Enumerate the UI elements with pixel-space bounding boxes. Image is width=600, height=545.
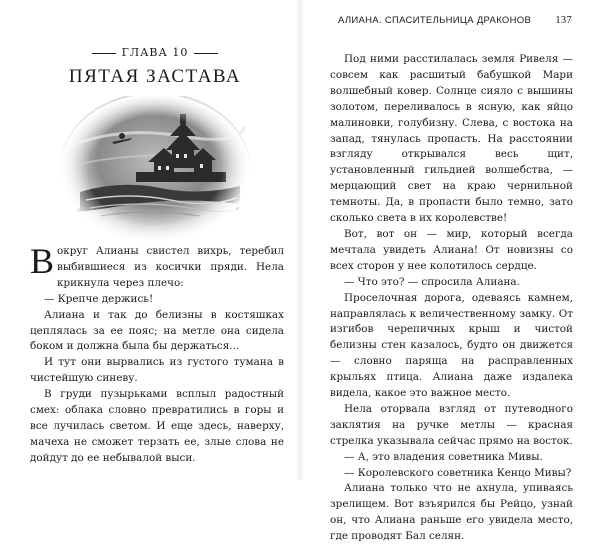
paragraph	[30, 241, 284, 292]
paragraph: — Королевского советника Кенцо Мивы?	[344, 466, 572, 479]
castle-on-cloud-illustration	[60, 96, 250, 244]
running-head-title: АЛИАНА. СПАСИТЕЛЬНИЦА ДРАКОНОВ	[338, 15, 532, 26]
page-number: 137	[555, 15, 572, 26]
paragraph: И тут они вырвались из густого тумана в чистейшую синеву.	[30, 356, 284, 385]
paragraph: Алиана и так до белизны в костяшках цеплялась за ее пояс; на метле она сидела боком и должна была бы держаться...	[30, 308, 284, 353]
chapter-rule-left	[92, 53, 116, 54]
paragraph: — Крепче держись!	[44, 292, 154, 305]
left-page	[0, 0, 300, 480]
chapter-title: ПЯТАЯ ЗАСТАВА	[68, 66, 242, 87]
drop-cap: В	[30, 241, 55, 281]
paragraph: — А, это владения советника Мивы.	[344, 450, 543, 463]
chapter-label	[40, 46, 270, 59]
paragraph: В груди пузырьками всплыл радостный смех: облака словно превратились в горы и все лучилась светом. И еще здесь, наверху, мачеха не сможет терзать ее, злые слова не дойдут до ее небывалой выси.	[30, 388, 284, 464]
right-page	[300, 0, 600, 543]
paragraph: Вот, вот он — мир, который всегда мечтала увидеть Алиана! От новизны со всех сторон у нее колотилось сердце.	[330, 227, 573, 272]
paragraph: Алиана только что не ахнула, упиваясь зрелищем. Вот взъярился бы Рейцо, узнай он, что Алиана раньше его увидела место, где проводят Бал селян.	[330, 482, 573, 543]
paragraph: Проселочная дорога, одеваясь камнем, направлялась к величественному замку. От изгибов черепичных крыш и чистой белизны стен казалось, будто он движется — словно паряща на расправленных крыльях птица. Алиана даже издалека видела, какое это важное место.	[330, 291, 573, 400]
paragraph: Нела оторвала взгляд от путеводного заклятия на ручке метлы — красная стрелка указывала сейчас прямо на восток.	[330, 402, 573, 447]
paragraph: — Что это? — спросила Алиана.	[344, 275, 520, 288]
chapter-rule-right	[194, 53, 218, 54]
chapter-label-text: ГЛАВА 10	[121, 46, 189, 59]
right-page-text	[330, 52, 573, 545]
paragraph-text: округ Алианы свистел вихрь, теребил выбившиеся из косички пряди. Нела крикнула через плечо:	[57, 245, 284, 289]
paragraph: Под ними расстилалась земля Ривеля — совсем как расшитый бабушкой Мари волшебный ковер. Солнце сияло с вышины золотом, переливалось в ясную, как яйцо малиновки, голубизну. Слева, с востока на запад, тянулась пропасть. На расстоянии взгляду открывался весь щит, установленный гильдией волшебства, — мерцающий свет на краю чернильной темноты. Да, в пропасти было темно, зато сколько света в их королевстве!	[330, 53, 573, 225]
left-page-text	[30, 241, 284, 467]
